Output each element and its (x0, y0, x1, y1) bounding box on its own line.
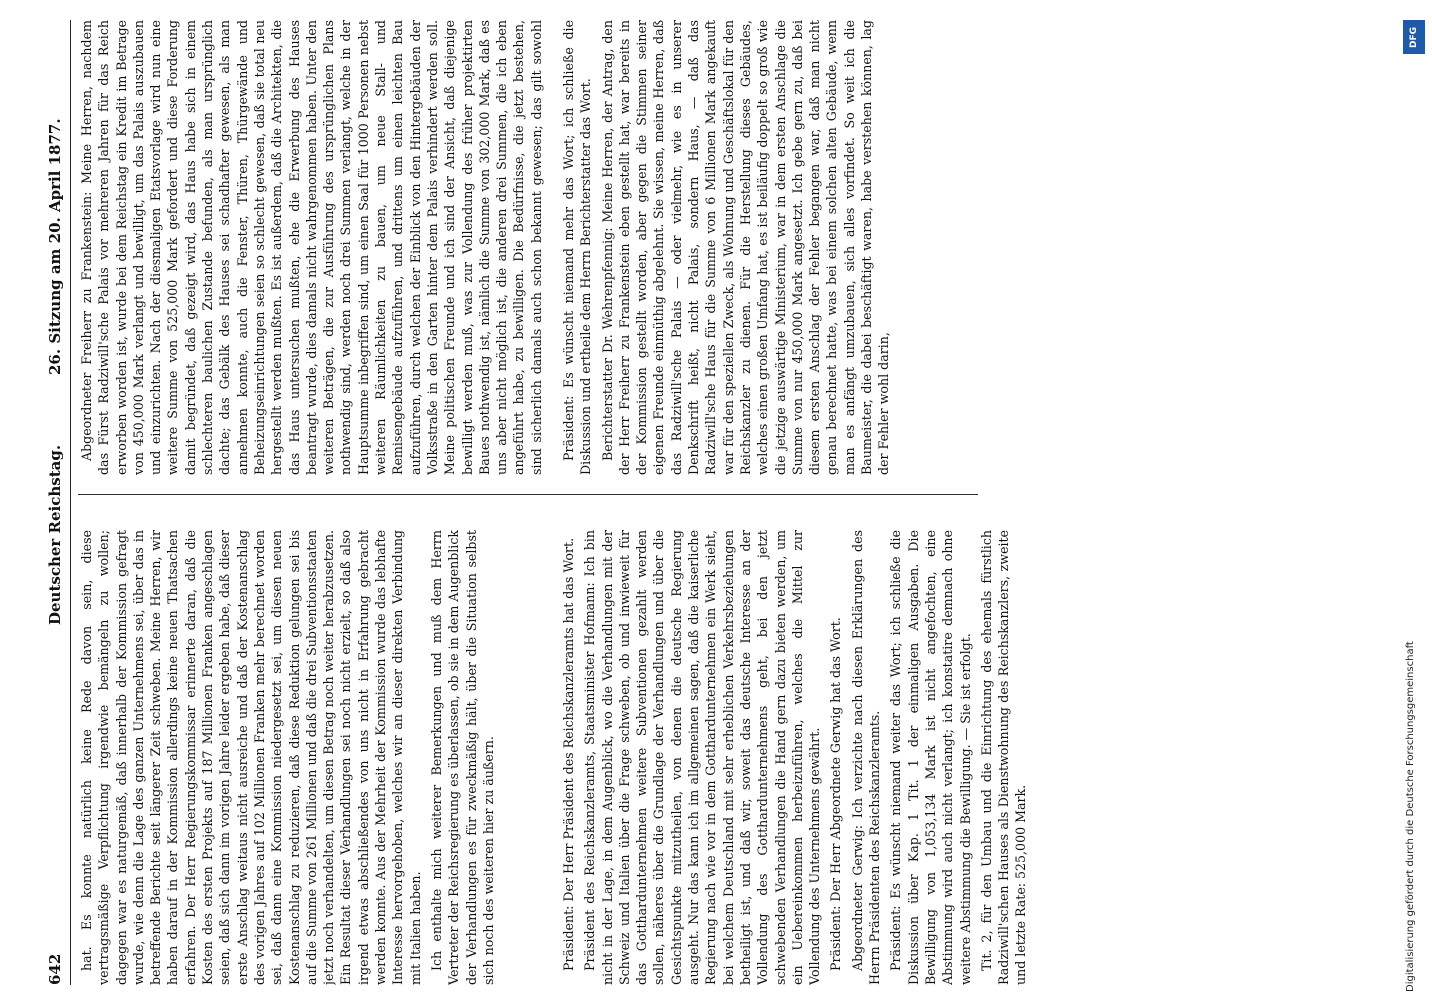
column-left-top (78, 530, 548, 985)
paragraph: Abgeordneter Freiherr zu Frankenstein: Meine Herren, nachdem das Fürst Radziwill'sche Palais vor mehreren Jahren für das Reich erworben worden ist, wurde bei dem Reichstag ein Kredit im Betrage von 450,000 Mark verlangt und bewilligt, um das Palais auszubauen und einzurichten. Nach der diesmaligen Etatsvorlage wird nun eine weitere Summe von 525,000 Mark gefordert und diese Forderung damit begründet, daß gezeigt wird, das Haus habe sich in einem schlechteren baulichen Zustande befunden, als man ursprünglich dachte; das Gebälk des Hauses sei schadhafter gewesen, als man annehmen konnte, auch die Fenster, Thüren, Thürgewände und Beheizungseinrichtungen seien so schlecht gewesen, daß sie total neu hergestellt werden mußten. Es ist außerdem, daß die Architekten, die das Haus untersuchen mußten, ehe die Erwerbung des Hauses beantragt wurde, dies damals nicht wahrgenommen haben. Unter den weiteren Beträgen, die zur Ausführung des ursprünglichen Plans nothwendig sind, werden noch drei Summen verlangt, welche in der Hauptsumme inbegriffen sind, um einen Saal für 1000 Personen nebst weiteren Räumlichkeiten zu bauen, um neue Stall- und Remisengebäude aufzuführen, und drittens um einen leichten Bau aufzuführen, durch welchen der Einblick von den Hintergebäuden der Volksstraße in den Garten hinter dem Palais verhindert werden soll. Meine politischen Freunde und ich sind der Ansicht, daß diejenige bewilligt werden muß, was zur Vollendung des früher projektirten Baues nothwendig ist, nämlich die Summe von 302,000 Mark, daß es uns aber nicht möglich ist, die anderen drei Summen, die ich eben angeführt habe, zu bewilligen. Die Bedürfnisse, die jetzt bestehen, sind sicherlich damals auch schon bekannt gewesen; das gilt sowohl (79, 20, 544, 475)
column-right-top (78, 20, 548, 475)
paragraph: Ich enthalte mich weiterer Bemerkungen und muß dem Herrn Vertreter der Reichsregierung es überlassen, ob sie in dem Augenblick der Verhandlungen es für zweckmäßig hält, über die Situation selbst sich noch des weiteren hier zu äußern. (428, 530, 496, 985)
rotated-page-content (40, 20, 1432, 985)
session-date: 26. Sitzung am 20. April 1877. (46, 118, 64, 375)
page-number: 642 (46, 953, 64, 985)
paragraph: Tit. 2, für den Umbau und die Einrichtung des ehemals fürstlich Radziwill'schen Hauses als Dienstwohnung des Reichskanzlers, zweite und letzte Rate: 525,000 Mark. (978, 530, 1029, 985)
paragraph: Abgeordneter Gerwig: Ich verzichte nach diesen Erklärungen des Herrn Präsidenten des Reichskanzleramts. (849, 530, 883, 985)
column-left-bottom (560, 530, 1030, 985)
paragraph: hat. Es konnte natürlich keine Rede davon sein, diese vertragsmäßige Verpflichtung irgendwie bemängeln zu wollen; dagegen war es naturgemäß, daß innerhalb der Kommission gefragt wurde, wie denn die Lage des ganzen Unternehmens sei, über das in betreffende Berichte seit längerer Zeit schweben. Meine Herren, wir haben darauf in der Kommission allerdings keine neuen Thatsachen erfahren. Der Herr Regierungskommissar erinnerte daran, daß die Kosten des ersten Projekts auf 187 Millionen Franken angeschlagen seien, daß sich dann im vorigen Jahre leider ergeben habe, daß dieser erste Anschlag weitaus nicht ausreiche und daß der Kostenanschlag des vorigen Jahres auf 102 Millionen Franken mehr berechnet worden sei, daß dann eine Kommission niedergesetzt sei, um diesen neuen Kostenanschlag zu reduzieren, daß diese Reduktion gelungen sei bis auf die Summe von 261 Millionen und daß die drei Subventionsstaaten jetzt noch verhandelten, um diesen Betrag noch weiter herabzusetzen. Ein Resultat dieser Verhandlungen sei noch nicht erzielt, so daß also irgend etwas abschließendes von uns nicht in Erfahrung gebracht werden konnte. Aus der Mehrheit der Kommission wurde das lebhafte Interesse hervorgehoben, welches wir an dieser direkten Verbindung mit Italien haben. (79, 530, 423, 985)
paragraph: Präsident: Der Herr Präsident des Reichskanzleramts hat das Wort. (561, 537, 576, 971)
paragraph: Präsident: Der Herr Abgeordnete Gerwig hat das Wort. (828, 617, 844, 971)
header-rule (70, 20, 71, 985)
digitization-credit: Digitalisierung gefördert durch die Deutsche Forschungsgemeinschaft (1405, 641, 1416, 992)
page-header (40, 20, 70, 985)
column-right-bottom (560, 20, 1030, 475)
column-divider (78, 494, 978, 495)
dfg-logo-icon: DFG (1403, 20, 1425, 54)
journal-title: Deutscher Reichstag. (46, 444, 64, 625)
paragraph: Präsident des Reichskanzleramts, Staatsminister Hofmann: Ich bin nicht in der Lage, in dem Augenblick, wo die Verhandlungen mit der Schweiz und Italien über die Frage schweben, ob und inwieweit für das Gotthardunternehmen weitere Subventionen gezahlt werden sollen, näheres über die Grundlage der Verhandlungen und über die Gesichtspunkte mitzutheilen, von denen die deutsche Regierung ausgeht. Nur das kann ich im allgemeinen sagen, daß die kaiserliche Regierung nach wie vor in dem Gotthardunternehmen ein Werk sieht, bei welchem Deutschland mit sehr erheblichen Verkehrsbeziehungen betheiligt ist, und daß wir, soweit das deutsche Interesse an der Vollendung des Gotthardunternehmens geht, bei den jetzt schwebenden Verhandlungen die Hand gern dazu bieten werden, um ein Uebereinkommen herbeizuführen, welches die Mittel zur Vollendung des Unternehmens gewährt. (582, 530, 823, 985)
paragraph: Berichterstatter Dr. Wehrenpfennig: Meine Herren, der Antrag, den der Herr Freiherr zu Frankenstein eben gestellt hat, war bereits in der Kommission gestellt worden, aber gegen die Stimmen seiner eigenen Freunde einmüthig abgelehnt. Sie wissen, meine Herren, daß das Radziwill'sche Palais — oder vielmehr, wie es in unserer Denkschrift heißt, nicht Palais, sondern Haus, — daß das Radziwill'sche Haus für die Summe von 6 Millionen Mark angekauft war für den speziellen Zweck, als Wohnung und Geschäftslokal für den Reichskanzler zu dienen. Für die Herstellung dieses Gebäudes, welches einen großen Umfang hat, es ist beiläufig doppelt so groß wie die jetzige auswärtige Ministerium, war in dem ersten Anschlage die Summe von nur 450,000 Mark angesetzt. Ich gebe gern zu, daß bei diesem ersten Anschlag der Fehler begangen war, daß man nicht genau berechnet hatte, was bei einem solchen alten Gebäude, wenn man es anfängt umzubauen, sich alles vorfindet. So weit ich die Baumeister, die dabei beschäftigt waren, habe verstehen können, lag der Fehler wohl darin, (599, 20, 892, 475)
paragraph: Präsident: Es wünscht niemand weiter das Wort; ich schließe die Diskussion über Kap. 1 Tit. 1 der einmaligen Ausgaben. Die Bewilligung von 1,053,134 Mark ist nicht angefochten, eine Abstimmung wird auch nicht verlangt; ich konstatire demnach ohne weitere Abstimmung die Bewilligung. — Sie ist erfolgt. (888, 530, 973, 985)
paragraph: Präsident: Es wünscht niemand mehr das Wort; ich schließe die Diskussion und ertheile dem Herrn Berichterstatter das Wort. (561, 20, 594, 475)
